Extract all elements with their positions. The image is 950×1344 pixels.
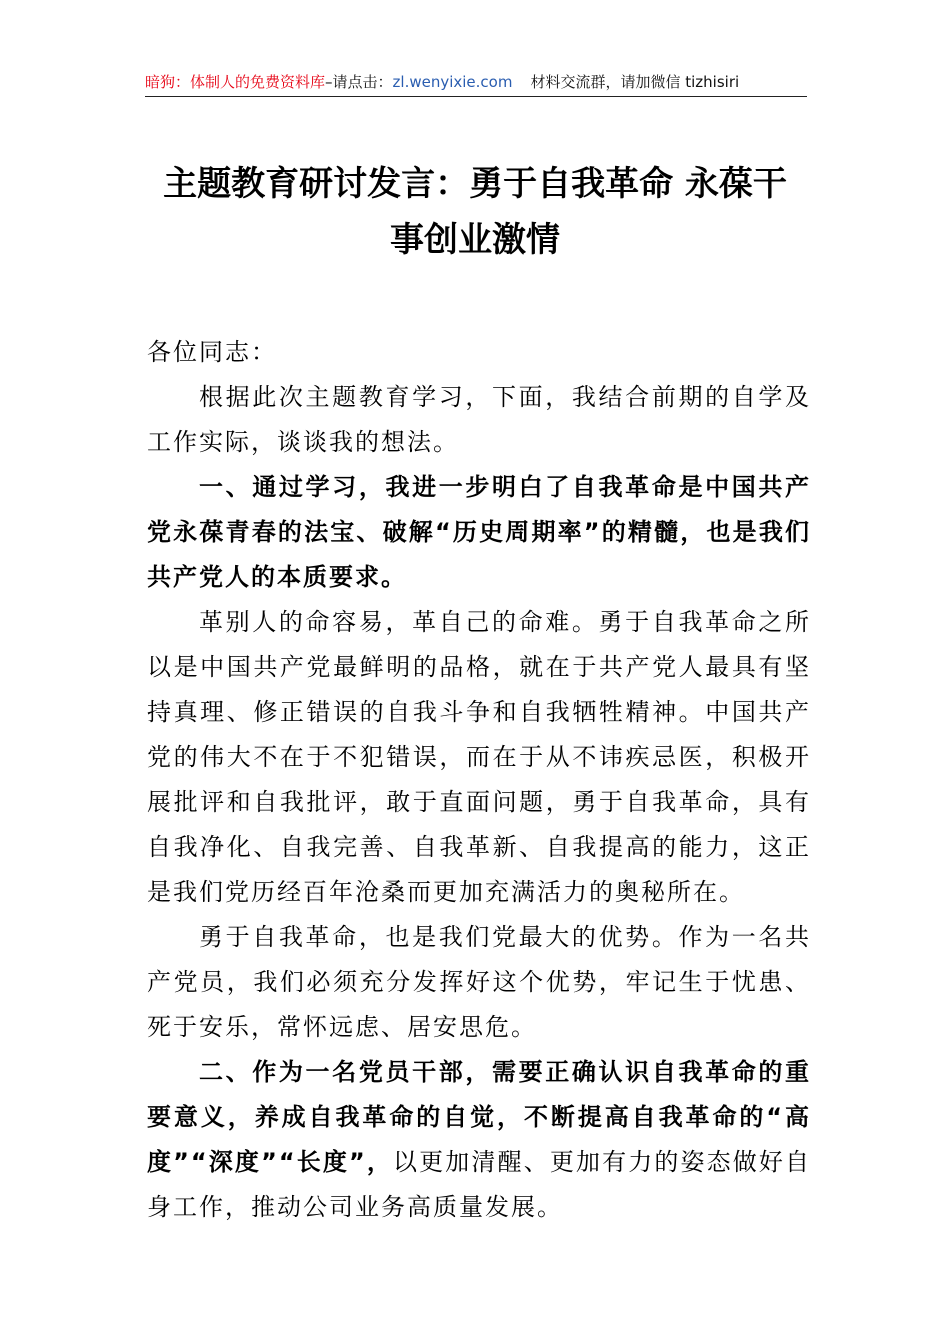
point-one-heading: 一、通过学习，我进一步明白了自我革命是中国共产党永葆青春的法宝、破解“历史周期率”的精髓，也是我们共产党人的本质要求。 xyxy=(147,473,811,591)
document-body xyxy=(147,330,811,1230)
greeting: 各位同志： xyxy=(147,338,277,366)
header-divider xyxy=(145,96,807,97)
point-two-heading: 二、作为一名党员干部，需要正确认识自我革命的重要意义，养成自我革命的自觉，不断提高自我革命的“高度”“深度”“长度”， xyxy=(147,1058,811,1176)
header-contact: 材料交流群，请加微信 tizhisiri xyxy=(530,73,740,91)
page-header xyxy=(145,70,807,94)
paragraph-self-revolution: 革别人的命容易，革自己的命难。勇于自我革命之所以是中国共产党最鲜明的品格，就在于共产党人最具有坚持真理、修正错误的自我斗争和自我牺牲精神。中国共产党的伟大不在于不犯错误，而在于从不讳疾忌医，积极开展批评和自我批评，敢于直面问题，勇于自我革命，具有自我净化、自我完善、自我革新、自我提高的能力，这正是我们党历经百年沧桑而更加充满活力的奥秘所在。 xyxy=(147,608,811,906)
title-line-2: 事创业激情 xyxy=(390,220,560,260)
document-title xyxy=(120,156,830,268)
header-site-link[interactable]: zl.wenyixie.com xyxy=(392,73,513,91)
paragraph-advantage: 勇于自我革命，也是我们党最大的优势。作为一名共产党员，我们必须充分发挥好这个优势，牢记生于忧患、死于安乐，常怀远虑、居安思危。 xyxy=(147,923,811,1041)
header-brand: 暗狗：体制人的免费资料库 xyxy=(145,73,326,91)
point-two-text: 以更加清醒、更加有力的姿态做好自身工作，推动公司业务高质量发展。 xyxy=(147,1148,811,1221)
title-line-1: 主题教育研讨发言：勇于自我革命 永葆干 xyxy=(163,164,787,204)
point-two-paragraph xyxy=(147,1050,811,1230)
intro-paragraph: 根据此次主题教育学习，下面，我结合前期的自学及工作实际，谈谈我的想法。 xyxy=(147,383,811,456)
header-prompt: –请点击： xyxy=(325,73,393,91)
